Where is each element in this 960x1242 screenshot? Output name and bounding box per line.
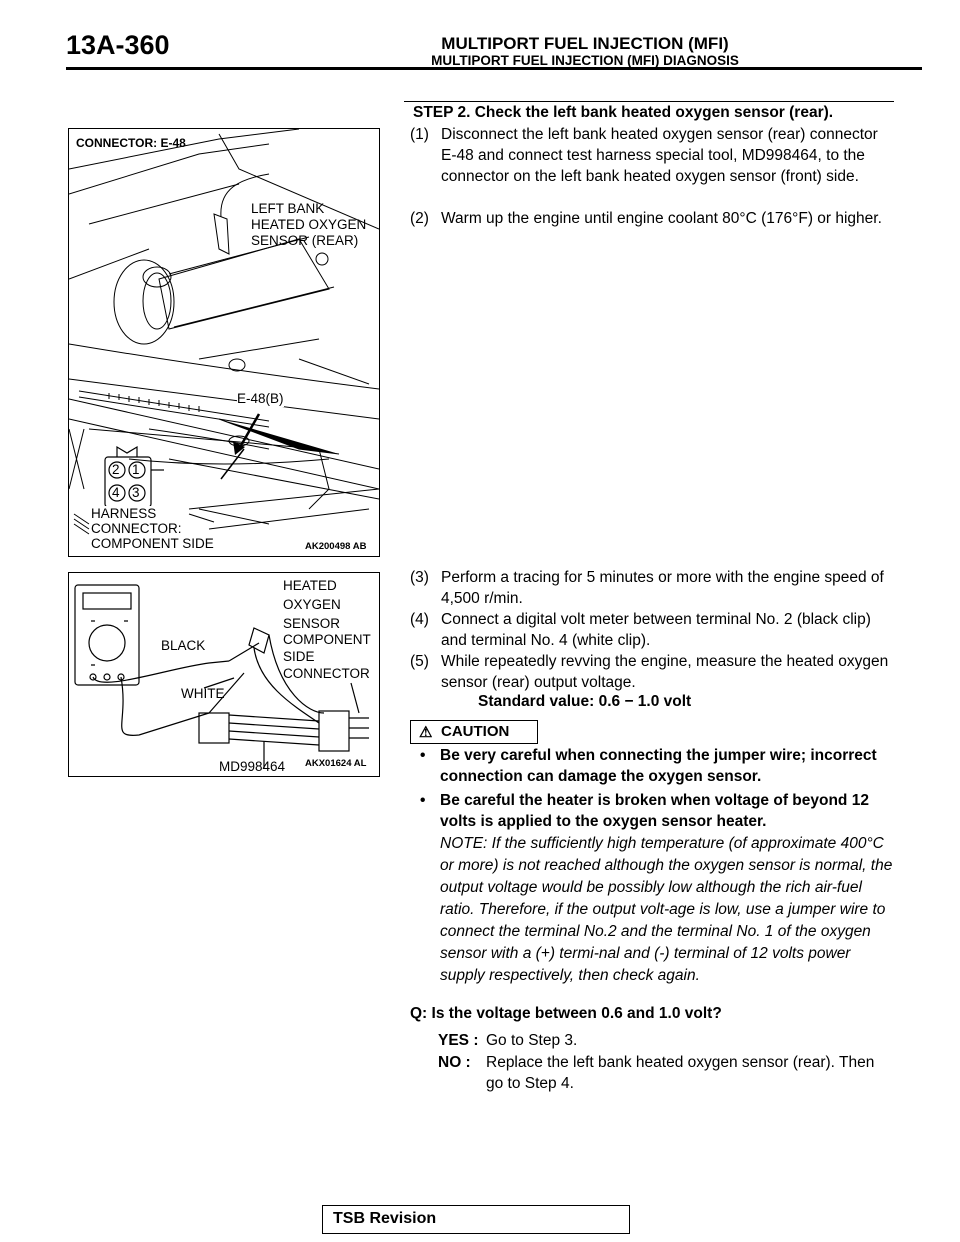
pin-2: 2 xyxy=(112,462,120,477)
label-sensor: SENSOR xyxy=(283,616,341,631)
page-number: 13A-360 xyxy=(66,30,170,60)
tsb-revision-box xyxy=(322,1205,630,1234)
figure1-code: AK200498 AB xyxy=(305,541,367,552)
sensor-label-line1: LEFT BANK xyxy=(251,201,325,216)
label-white: WHITE xyxy=(181,686,225,701)
label-side: SIDE xyxy=(283,649,315,664)
label-heated: HEATED xyxy=(283,578,337,593)
harness-label-line3: COMPONENT SIDE xyxy=(91,536,214,551)
item-text: Disconnect the left bank heated oxygen sensor (rear) connector E-48 and connect test harness special tool, MD998464, to the connector on the left bank heated oxygen sensor (front) side. xyxy=(441,126,878,185)
label-connector: CONNECTOR xyxy=(283,666,370,681)
item-number: (4) xyxy=(410,611,429,628)
item-text: While repeatedly revving the engine, measure the heated oxygen sensor (rear) output voltage. xyxy=(441,653,889,691)
caution-box xyxy=(410,720,538,744)
procedure-item-1 xyxy=(410,124,895,187)
yes-key: YES : xyxy=(438,1032,479,1049)
label-oxygen: OXYGEN xyxy=(283,597,341,612)
item-number: (3) xyxy=(410,569,429,586)
procedure-item-5 xyxy=(410,651,895,693)
no-key: NO : xyxy=(438,1054,471,1071)
sensor-label-line3: SENSOR (REAR) xyxy=(251,233,359,248)
yes-text: Go to Step 3. xyxy=(486,1032,578,1049)
sensor-label-line2: HEATED OXYGEN xyxy=(251,217,367,232)
item-number: (5) xyxy=(410,653,429,670)
step-rule xyxy=(404,101,894,102)
no-text: Replace the left bank heated oxygen sensor (rear). Then go to Step 4. xyxy=(486,1054,875,1092)
header-rule xyxy=(66,67,922,70)
warning-icon: ⚠ xyxy=(419,724,433,741)
tsb-revision-label: TSB Revision xyxy=(333,1210,437,1227)
caution-label: CAUTION xyxy=(441,723,510,740)
harness-label-line2: CONNECTOR: xyxy=(91,521,182,536)
harness-label-line1: HARNESS xyxy=(91,506,157,521)
question: Q: Is the voltage between 0.6 and 1.0 volt? xyxy=(410,1005,722,1022)
caution-text: Be careful the heater is broken when voltage of beyond 12 volts is applied to the oxygen sensor heater. xyxy=(440,792,869,830)
item-text: Perform a tracing for 5 minutes or more with the engine speed of 4,500 r/min. xyxy=(441,569,884,607)
connector-id-label: E-48(B) xyxy=(237,391,284,406)
section-subtitle: MULTIPORT FUEL INJECTION (MFI) DIAGNOSIS xyxy=(431,53,739,68)
item-number: (2) xyxy=(410,210,429,227)
connector-label: CONNECTOR: E-48 xyxy=(76,136,186,150)
item-number: (1) xyxy=(410,126,429,143)
section-title: MULTIPORT FUEL INJECTION (MFI) xyxy=(441,34,729,53)
voltmeter-figure xyxy=(68,572,380,777)
bullet-icon: • xyxy=(420,747,426,764)
pin-4: 4 xyxy=(112,485,120,500)
item-text: Connect a digital volt meter between terminal No. 2 (black clip) and terminal No. 4 (white clip). xyxy=(441,611,871,649)
procedure-item-4 xyxy=(410,609,895,651)
procedure-item-2 xyxy=(410,208,895,229)
connector-location-figure xyxy=(68,128,380,557)
item-text: Warm up the engine until engine coolant 80°C (176°F) or higher. xyxy=(441,210,882,227)
caution-item-1 xyxy=(420,745,890,787)
caution-text: Be very careful when connecting the jumper wire; incorrect connection can damage the oxygen sensor. xyxy=(440,747,877,785)
label-tool: MD998464 xyxy=(219,759,286,774)
label-component: COMPONENT xyxy=(283,632,371,647)
pin-1: 1 xyxy=(132,462,140,477)
bullet-icon: • xyxy=(420,792,426,809)
pin-3: 3 xyxy=(132,485,140,500)
note-text: NOTE: If the sufficiently high temperature (of approximate 400°C or more) is not reached although the oxygen sensor is normal, the output voltage would be possibly low although the rich air-fuel ratio. Therefore, if the output volt-age is low, use a jumper wire to connect the terminal No.2 and the terminal No. 1 of the oxygen sensor with a (+) termi-nal and (-) terminal of 12 volts power supply respectively, then check again. xyxy=(440,835,893,984)
figure2-code: AKX01624 AL xyxy=(305,758,367,769)
step-heading: STEP 2. Check the left bank heated oxygen sensor (rear). xyxy=(413,104,834,121)
procedure-item-3 xyxy=(410,567,895,609)
standard-value: Standard value: 0.6 − 1.0 volt xyxy=(478,693,692,710)
label-black: BLACK xyxy=(161,638,206,653)
caution-item-2 xyxy=(420,790,890,832)
